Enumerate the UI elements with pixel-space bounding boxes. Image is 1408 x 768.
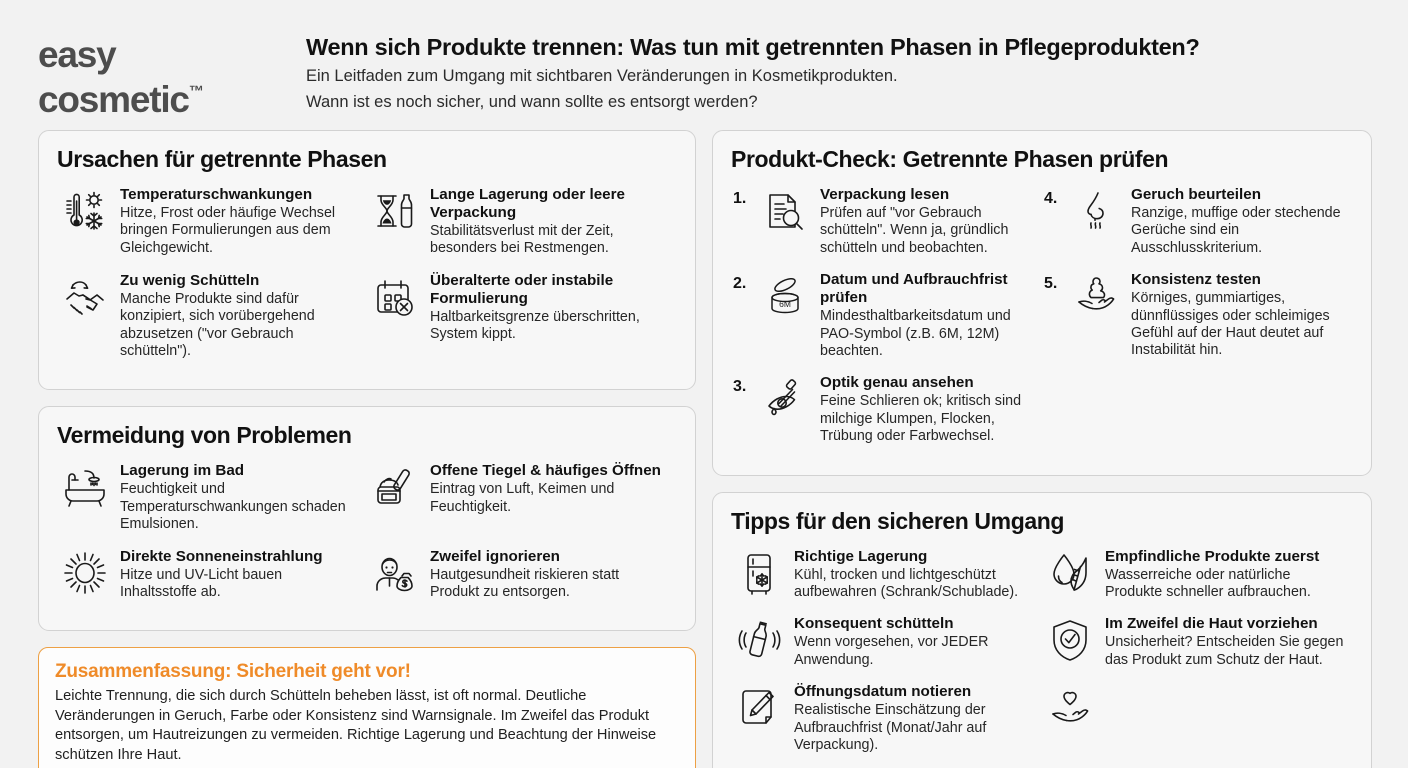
list-item: [731, 682, 1042, 767]
list-item: [731, 614, 1042, 682]
item-body: Manche Produkte sind dafür konzipiert, sich vorübergehend abzusetzen ("vor Gebrauch schütteln").: [120, 290, 315, 360]
open-jar-icon: [369, 461, 421, 513]
causes-item-grid: [57, 185, 677, 373]
nose-smell-icon: [1070, 185, 1122, 237]
item-body: Hautgesundheit riskieren statt Produkt zu entsorgen.: [430, 566, 620, 601]
list-item: [57, 461, 367, 546]
item-body: Wasserreiche oder natürliche Produkte schneller aufbrauchen.: [1105, 566, 1311, 601]
item-heading: Überalterte oder instabile Formulierung: [430, 271, 614, 307]
item-body: Stabilitätsverlust mit der Zeit, besonders bei Restmengen.: [430, 223, 614, 257]
item-heading: Optik genau ansehen: [820, 374, 974, 392]
page-subtitle-line1: Ein Leitfaden zum Umgang mit sichtbaren Veränderungen in Kosmetikprodukten.: [306, 67, 898, 85]
heart-in-hand-icon: [1044, 682, 1096, 734]
item-body: Ranzige, muffige oder stechende Gerüche sind ein Ausschlusskriterium.: [1131, 205, 1341, 256]
list-item: [1042, 185, 1353, 270]
item-body: Körniges, gummiartiges, dünnflüssiges oder schleimiges Gefühl auf der Haut deutet auf Instabilität hin.: [1131, 290, 1330, 359]
content-columns: [0, 130, 1408, 768]
list-item: [57, 185, 367, 271]
bathtub-shower-icon: [59, 461, 111, 513]
summary-title: Zusammenfassung: Sicherheit geht vor!: [55, 661, 411, 683]
droplet-leaf-icon: [1044, 547, 1096, 599]
brand-logo-line1: easy: [38, 34, 116, 75]
fridge-snowflake-icon: [733, 547, 785, 599]
tips-item-grid: [731, 547, 1353, 768]
card-prevention: [38, 406, 696, 631]
item-body: Wenn vorgesehen, vor JEDER Anwendung.: [794, 634, 989, 668]
list-item: [1042, 614, 1353, 682]
thermometer-sun-snow-icon: [59, 185, 111, 237]
card-causes-title: Ursachen für getrennte Phasen: [57, 146, 387, 172]
brand-logo: [38, 30, 306, 118]
card-prevention-title: Vermeidung von Problemen: [57, 422, 352, 449]
item-body: Prüfen auf "vor Gebrauch schütteln". Wenn ja, gründlich schütteln und beobachten.: [820, 205, 1009, 256]
summary-body: Leichte Trennung, die sich durch Schütteln beheben lässt, ist oft normal. Deutliche Veränderungen in Geruch, Farbe oder Konsistenz sind Warnsignale. Im Zweifel das Produkt entsorgen, um Hautreizungen zu vermeiden. Richtige Lagerung und Beachtung der Hinweise schützen Ihre Haut.: [55, 688, 657, 763]
list-item: [1042, 270, 1353, 373]
list-item: [1042, 682, 1353, 767]
item-body: Hitze und UV-Licht bauen Inhaltsstoffe ab.: [120, 566, 283, 601]
item-heading: Im Zweifel die Haut vorziehen: [1105, 615, 1318, 633]
page-header: [0, 0, 1408, 130]
dropper-eye-icon: [759, 373, 811, 425]
card-tips-title: Tipps für den sicheren Umgang: [731, 507, 1065, 534]
prevention-item-grid: [57, 461, 677, 614]
step-number: 4.: [1044, 190, 1058, 207]
cream-on-hand-icon: [1070, 270, 1122, 322]
list-item: [731, 185, 1042, 270]
list-item: [367, 185, 677, 271]
item-heading: Konsequent schütteln: [794, 615, 954, 633]
item-body: Feine Schlieren ok; kritisch sind milchige Klumpen, Flocken, Trübung oder Farbwechsel.: [820, 393, 1022, 445]
item-body: Unsicherheit? Entscheiden Sie gegen das Produkt zum Schutz der Haut.: [1105, 634, 1344, 668]
item-heading: Lange Lagerung oder leere Verpackung: [430, 186, 625, 221]
list-item: [57, 547, 367, 615]
list-item: [367, 461, 677, 546]
note-pencil-icon: [733, 682, 785, 734]
header-titles: [306, 30, 1200, 114]
item-heading: Richtige Lagerung: [794, 547, 928, 565]
step-number: 3.: [733, 378, 747, 396]
item-heading: Offene Tiegel & häufiges Öffnen: [430, 462, 661, 480]
item-body: Feuchtigkeit und Temperaturschwankungen schaden Emulsionen.: [120, 481, 346, 533]
item-heading: Datum und Aufbrauchfrist prüfen: [820, 271, 1008, 307]
list-item: [731, 270, 1042, 373]
person-money-bag-icon: [369, 547, 421, 599]
item-body: Haltbarkeitsgrenze überschritten, System kippt.: [430, 308, 640, 343]
item-heading: Direkte Sonneneinstrahlung: [120, 547, 323, 565]
item-body: Realistische Einschätzung der Aufbrauchfrist (Monat/Jahr auf Verpackung).: [794, 702, 987, 754]
brand-logo-line2: cosmetic: [38, 79, 189, 120]
document-magnifier-icon: [759, 185, 811, 237]
card-tips: [712, 492, 1372, 768]
right-column: [712, 130, 1372, 768]
shield-check-icon: [1044, 614, 1096, 666]
item-body: Hitze, Frost oder häufige Wechsel bringen Formulierungen aus dem Gleichgewicht.: [120, 205, 336, 256]
check-item-grid: [731, 185, 1353, 459]
item-body: Mindesthaltbarkeitsdatum und PAO-Symbol (z.B. 6M, 12M) beachten.: [820, 308, 1011, 360]
list-item: [367, 271, 677, 374]
item-heading: Konsistenz testen: [1131, 271, 1261, 289]
item-body: Eintrag von Luft, Keimen und Feuchtigkeit.: [430, 481, 615, 515]
step-number: 5.: [1044, 275, 1058, 293]
list-item: [731, 373, 1042, 458]
step-number: 2.: [733, 275, 747, 293]
step-number: 1.: [733, 190, 747, 207]
item-body: Kühl, trocken und lichtgeschützt aufbewahren (Schrank/Schublade).: [794, 566, 1019, 601]
shaking-bottle-icon: [733, 614, 785, 666]
item-heading: Zweifel ignorieren: [430, 547, 560, 565]
list-item: [57, 271, 367, 374]
card-product-check: [712, 130, 1372, 476]
trademark-symbol: ™: [188, 83, 204, 100]
item-heading: Geruch beurteilen: [1131, 186, 1261, 203]
left-column: [38, 130, 696, 768]
list-item: [367, 547, 677, 615]
hourglass-bottle-icon: [369, 185, 421, 237]
page-title: Wenn sich Produkte trennen: Was tun mit getrennten Phasen in Pflegeprodukten?: [306, 34, 1200, 60]
page-subtitle-line2: Wann ist es noch sicher, und wann sollte es entsorgt werden?: [306, 93, 758, 111]
card-product-check-title: Produkt-Check: Getrennte Phasen prüfen: [731, 146, 1169, 172]
item-heading: Empfindliche Produkte zuerst: [1105, 547, 1320, 565]
sun-icon: [59, 547, 111, 599]
pao-jar-6m-icon: [759, 270, 811, 322]
handshake-icon: [59, 271, 111, 323]
svg-text:6M: 6M: [779, 299, 791, 310]
card-causes: [38, 130, 696, 390]
list-item: [731, 547, 1042, 615]
calendar-expired-icon: [369, 271, 421, 323]
item-heading: Lagerung im Bad: [120, 462, 245, 480]
list-item: [1042, 547, 1353, 615]
item-heading: Temperaturschwankungen: [120, 186, 313, 203]
item-heading: Zu wenig Schütteln: [120, 271, 260, 289]
item-heading: Verpackung lesen: [820, 186, 950, 203]
item-heading: Öffnungsdatum notieren: [794, 683, 972, 701]
summary-box: [38, 647, 696, 768]
